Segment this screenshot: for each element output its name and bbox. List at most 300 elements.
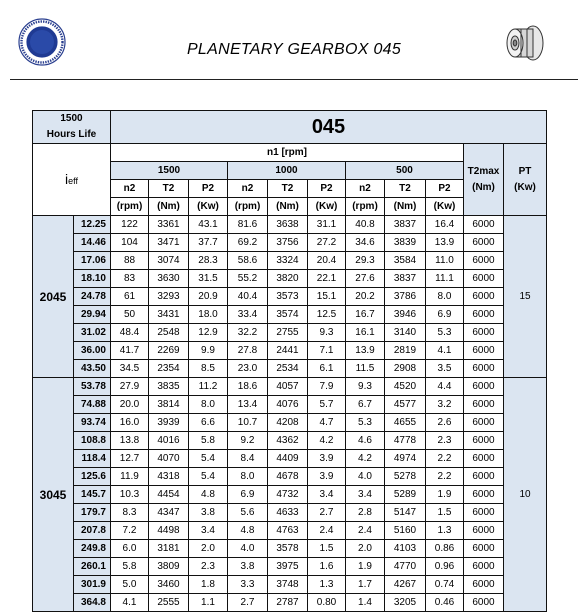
value-cell: 4267 [385,576,426,594]
value-cell: 9.9 [189,342,228,360]
ratio-cell: 43.50 [74,360,111,378]
value-cell: 3975 [268,558,308,576]
value-cell: 6000 [464,414,504,432]
column-header-n2: n2 [111,180,149,198]
value-cell: 6000 [464,504,504,522]
value-cell: 18.0 [189,306,228,324]
value-cell: 1.8 [189,576,228,594]
value-cell: 55.2 [228,270,268,288]
value-cell: 3293 [149,288,189,306]
model-number: 045 [111,111,547,144]
value-cell: 58.6 [228,252,268,270]
value-cell: 1.4 [346,594,385,612]
value-cell: 5.8 [111,558,149,576]
ratio-cell: 24.78 [74,288,111,306]
value-cell: 5.4 [189,468,228,486]
value-cell: 3574 [268,306,308,324]
value-cell: 4.2 [308,432,346,450]
value-cell: 4778 [385,432,426,450]
value-cell: 3471 [149,234,189,252]
value-cell: 1.1 [189,594,228,612]
value-cell: 40.4 [228,288,268,306]
ratio-cell: 207.8 [74,522,111,540]
ratio-cell: 36.00 [74,342,111,360]
value-cell: 11.2 [189,378,228,396]
value-cell: 6000 [464,558,504,576]
speed-1500-header: 1500 [111,162,228,180]
speed-500-header: 500 [346,162,464,180]
value-cell: 4409 [268,450,308,468]
value-cell: 7.1 [308,342,346,360]
value-cell: 2354 [149,360,189,378]
table-row [33,270,547,288]
value-cell: 31.1 [308,216,346,234]
value-cell: 6000 [464,540,504,558]
value-cell: 3573 [268,288,308,306]
value-cell: 6000 [464,576,504,594]
value-cell: 2.6 [426,414,464,432]
value-cell: 7.2 [111,522,149,540]
value-cell: 3324 [268,252,308,270]
speed-1000-header: 1000 [228,162,346,180]
table-row [33,306,547,324]
column-header-p2: P2 [189,180,228,198]
value-cell: 6000 [464,324,504,342]
ratio-cell: 17.06 [74,252,111,270]
table-row [33,414,547,432]
value-cell: 10.7 [228,414,268,432]
unit-header: (Kw) [426,198,464,216]
value-cell: 3578 [268,540,308,558]
value-cell: 28.3 [189,252,228,270]
ratio-cell: 14.46 [74,234,111,252]
value-cell: 6000 [464,306,504,324]
value-cell: 5147 [385,504,426,522]
ratio-cell: 179.7 [74,504,111,522]
value-cell: 16.1 [346,324,385,342]
header-divider [10,79,578,80]
value-cell: 5.4 [189,450,228,468]
value-cell: 12.7 [111,450,149,468]
table-row [33,558,547,576]
value-cell: 122 [111,216,149,234]
unit-header: (rpm) [228,198,268,216]
unit-header: (Nm) [268,198,308,216]
value-cell: 104 [111,234,149,252]
value-cell: 4770 [385,558,426,576]
column-header-t2: T2 [149,180,189,198]
value-cell: 3140 [385,324,426,342]
value-cell: 4678 [268,468,308,486]
ratio-cell: 249.8 [74,540,111,558]
value-cell: 31.5 [189,270,228,288]
column-header-n2: n2 [346,180,385,198]
value-cell: 27.8 [228,342,268,360]
value-cell: 83 [111,270,149,288]
value-cell: 4.8 [189,486,228,504]
value-cell: 6000 [464,468,504,486]
value-cell: 3.2 [426,396,464,414]
value-cell: 4.8 [228,522,268,540]
value-cell: 20.9 [189,288,228,306]
value-cell: 2548 [149,324,189,342]
unit-header: (Kw) [308,198,346,216]
value-cell: 4.1 [426,342,464,360]
value-cell: 4.4 [426,378,464,396]
value-cell: 3584 [385,252,426,270]
value-cell: 3205 [385,594,426,612]
value-cell: 43.1 [189,216,228,234]
value-cell: 4.2 [346,450,385,468]
column-header-p2: P2 [426,180,464,198]
table-row [33,288,547,306]
ratio-cell: 31.02 [74,324,111,342]
table-row [33,540,547,558]
value-cell: 29.3 [346,252,385,270]
value-cell: 3.9 [308,450,346,468]
value-cell: 27.9 [111,378,149,396]
table-row [33,576,547,594]
value-cell: 3431 [149,306,189,324]
value-cell: 8.0 [228,468,268,486]
value-cell: 4208 [268,414,308,432]
value-cell: 6000 [464,342,504,360]
column-header-t2: T2 [268,180,308,198]
value-cell: 3786 [385,288,426,306]
value-cell: 2.0 [346,540,385,558]
value-cell: 4577 [385,396,426,414]
value-cell: 12.9 [189,324,228,342]
value-cell: 5.7 [308,396,346,414]
table-row [33,594,547,612]
value-cell: 8.0 [189,396,228,414]
gearbox-spec-table [32,110,547,612]
table-row [33,252,547,270]
ratio-cell: 145.7 [74,486,111,504]
value-cell: 2555 [149,594,189,612]
value-cell: 4.1 [111,594,149,612]
value-cell: 4498 [149,522,189,540]
value-cell: 4.7 [308,414,346,432]
value-cell: 4.0 [228,540,268,558]
value-cell: 2.8 [346,504,385,522]
value-cell: 3.3 [228,576,268,594]
value-cell: 5.3 [426,324,464,342]
value-cell: 2.3 [426,432,464,450]
ratio-cell: 125.6 [74,468,111,486]
value-cell: 12.5 [308,306,346,324]
value-cell: 4016 [149,432,189,450]
column-header-t2: T2 [385,180,426,198]
value-cell: 2787 [268,594,308,612]
value-cell: 2441 [268,342,308,360]
document-header [0,0,588,82]
value-cell: 1.7 [346,576,385,594]
value-cell: 4974 [385,450,426,468]
value-cell: 20.2 [346,288,385,306]
value-cell: 11.1 [426,270,464,288]
value-cell: 1.9 [346,558,385,576]
ratio-cell: 12.25 [74,216,111,234]
value-cell: 13.9 [426,234,464,252]
value-cell: 2.0 [189,540,228,558]
value-cell: 4057 [268,378,308,396]
value-cell: 9.3 [346,378,385,396]
value-cell: 1.5 [426,504,464,522]
value-cell: 6000 [464,270,504,288]
value-cell: 6000 [464,432,504,450]
value-cell: 4076 [268,396,308,414]
value-cell: 5160 [385,522,426,540]
value-cell: 6000 [464,378,504,396]
table-row [33,234,547,252]
hours-life-label: 1500 Hours Life [33,111,111,144]
value-cell: 6.7 [346,396,385,414]
value-cell: 3630 [149,270,189,288]
value-cell: 20.0 [111,396,149,414]
value-cell: 3939 [149,414,189,432]
pt-value-3045: 10 [504,378,547,612]
value-cell: 6.9 [426,306,464,324]
value-cell: 2269 [149,342,189,360]
value-cell: 2.4 [308,522,346,540]
value-cell: 3820 [268,270,308,288]
table-row [33,342,547,360]
value-cell: 9.2 [228,432,268,450]
value-cell: 6.6 [189,414,228,432]
ratio-cell: 53.78 [74,378,111,396]
value-cell: 4655 [385,414,426,432]
column-header-n2: n2 [228,180,268,198]
value-cell: 1.6 [308,558,346,576]
value-cell: 6000 [464,288,504,306]
value-cell: 3946 [385,306,426,324]
value-cell: 3.8 [228,558,268,576]
table-row [33,504,547,522]
value-cell: 6000 [464,252,504,270]
value-cell: 3074 [149,252,189,270]
value-cell: 3.5 [426,360,464,378]
value-cell: 11.9 [111,468,149,486]
value-cell: 4633 [268,504,308,522]
value-cell: 34.6 [346,234,385,252]
value-cell: 1.9 [426,486,464,504]
value-cell: 3.8 [189,504,228,522]
ratio-cell: 108.8 [74,432,111,450]
table-row [33,522,547,540]
series-3045-label: 3045 [33,378,74,612]
table-row [33,432,547,450]
t2max-header: T2max (Nm) [464,144,504,216]
value-cell: 2908 [385,360,426,378]
value-cell: 3837 [385,270,426,288]
value-cell: 61 [111,288,149,306]
unit-header: (rpm) [111,198,149,216]
value-cell: 3837 [385,216,426,234]
value-cell: 4347 [149,504,189,522]
value-cell: 3835 [149,378,189,396]
pt-value-2045: 15 [504,216,547,378]
value-cell: 8.0 [426,288,464,306]
value-cell: 4362 [268,432,308,450]
value-cell: 0.86 [426,540,464,558]
value-cell: 0.74 [426,576,464,594]
value-cell: 16.7 [346,306,385,324]
value-cell: 3839 [385,234,426,252]
n1-rpm-header: n1 [rpm] [111,144,464,162]
value-cell: 8.4 [228,450,268,468]
value-cell: 9.3 [308,324,346,342]
ratio-cell: 364.8 [74,594,111,612]
value-cell: 2.2 [426,450,464,468]
value-cell: 3.9 [308,468,346,486]
value-cell: 3748 [268,576,308,594]
value-cell: 27.6 [346,270,385,288]
value-cell: 6000 [464,216,504,234]
value-cell: 6.9 [228,486,268,504]
value-cell: 41.7 [111,342,149,360]
value-cell: 40.8 [346,216,385,234]
value-cell: 3460 [149,576,189,594]
value-cell: 11.5 [346,360,385,378]
value-cell: 2.4 [346,522,385,540]
value-cell: 18.6 [228,378,268,396]
value-cell: 16.0 [111,414,149,432]
unit-header: (Nm) [149,198,189,216]
value-cell: 1.3 [308,576,346,594]
unit-header: (Nm) [385,198,426,216]
value-cell: 11.0 [426,252,464,270]
value-cell: 4.0 [346,468,385,486]
value-cell: 69.2 [228,234,268,252]
value-cell: 1.3 [426,522,464,540]
value-cell: 2.3 [189,558,228,576]
value-cell: 5.3 [346,414,385,432]
value-cell: 3.4 [189,522,228,540]
page-title: PLANETARY GEARBOX 045 [186,41,402,58]
value-cell: 23.0 [228,360,268,378]
value-cell: 13.8 [111,432,149,450]
ieff-header: ieff [33,144,111,216]
value-cell: 4763 [268,522,308,540]
value-cell: 5.6 [228,504,268,522]
table-row [33,378,547,396]
table-row [33,216,547,234]
value-cell: 6000 [464,234,504,252]
value-cell: 3809 [149,558,189,576]
value-cell: 3361 [149,216,189,234]
value-cell: 88 [111,252,149,270]
pt-header: PT (Kw) [504,144,547,216]
value-cell: 50 [111,306,149,324]
value-cell: 6000 [464,594,504,612]
value-cell: 13.9 [346,342,385,360]
value-cell: 4520 [385,378,426,396]
value-cell: 81.6 [228,216,268,234]
table-row [33,468,547,486]
value-cell: 8.5 [189,360,228,378]
unit-header: (Kw) [189,198,228,216]
ratio-cell: 301.9 [74,576,111,594]
value-cell: 2755 [268,324,308,342]
table-row [33,360,547,378]
value-cell: 15.1 [308,288,346,306]
value-cell: 10.3 [111,486,149,504]
value-cell: 0.80 [308,594,346,612]
value-cell: 8.3 [111,504,149,522]
planetary-gearbox-image [503,20,549,66]
table-row [33,324,547,342]
value-cell: 5289 [385,486,426,504]
value-cell: 27.2 [308,234,346,252]
value-cell: 5278 [385,468,426,486]
column-header-p2: P2 [308,180,346,198]
table-row [33,396,547,414]
value-cell: 4.6 [346,432,385,450]
value-cell: 2.2 [426,468,464,486]
value-cell: 6000 [464,450,504,468]
value-cell: 4318 [149,468,189,486]
value-cell: 5.8 [189,432,228,450]
value-cell: 2.7 [308,504,346,522]
value-cell: 4732 [268,486,308,504]
value-cell: 20.4 [308,252,346,270]
value-cell: 2819 [385,342,426,360]
value-cell: 6.1 [308,360,346,378]
ratio-cell: 74.88 [74,396,111,414]
value-cell: 6000 [464,486,504,504]
value-cell: 16.4 [426,216,464,234]
unit-header: (rpm) [346,198,385,216]
value-cell: 6.0 [111,540,149,558]
value-cell: 37.7 [189,234,228,252]
value-cell: 2.7 [228,594,268,612]
value-cell: 4454 [149,486,189,504]
table-row [33,450,547,468]
value-cell: 3.4 [346,486,385,504]
value-cell: 6000 [464,522,504,540]
table-row [33,486,547,504]
value-cell: 34.5 [111,360,149,378]
value-cell: 6000 [464,396,504,414]
value-cell: 4070 [149,450,189,468]
value-cell: 0.96 [426,558,464,576]
value-cell: 22.1 [308,270,346,288]
value-cell: 0.46 [426,594,464,612]
series-2045-label: 2045 [33,216,74,378]
value-cell: 4103 [385,540,426,558]
ratio-cell: 93.74 [74,414,111,432]
value-cell: 33.4 [228,306,268,324]
value-cell: 13.4 [228,396,268,414]
ratio-cell: 260.1 [74,558,111,576]
value-cell: 3181 [149,540,189,558]
ratio-cell: 29.94 [74,306,111,324]
value-cell: 1.5 [308,540,346,558]
ratio-cell: 118.4 [74,450,111,468]
value-cell: 3.4 [308,486,346,504]
value-cell: 3756 [268,234,308,252]
ratio-cell: 18.10 [74,270,111,288]
value-cell: 3814 [149,396,189,414]
value-cell: 32.2 [228,324,268,342]
value-cell: 7.9 [308,378,346,396]
value-cell: 3638 [268,216,308,234]
value-cell: 6000 [464,360,504,378]
value-cell: 5.0 [111,576,149,594]
value-cell: 48.4 [111,324,149,342]
value-cell: 2534 [268,360,308,378]
